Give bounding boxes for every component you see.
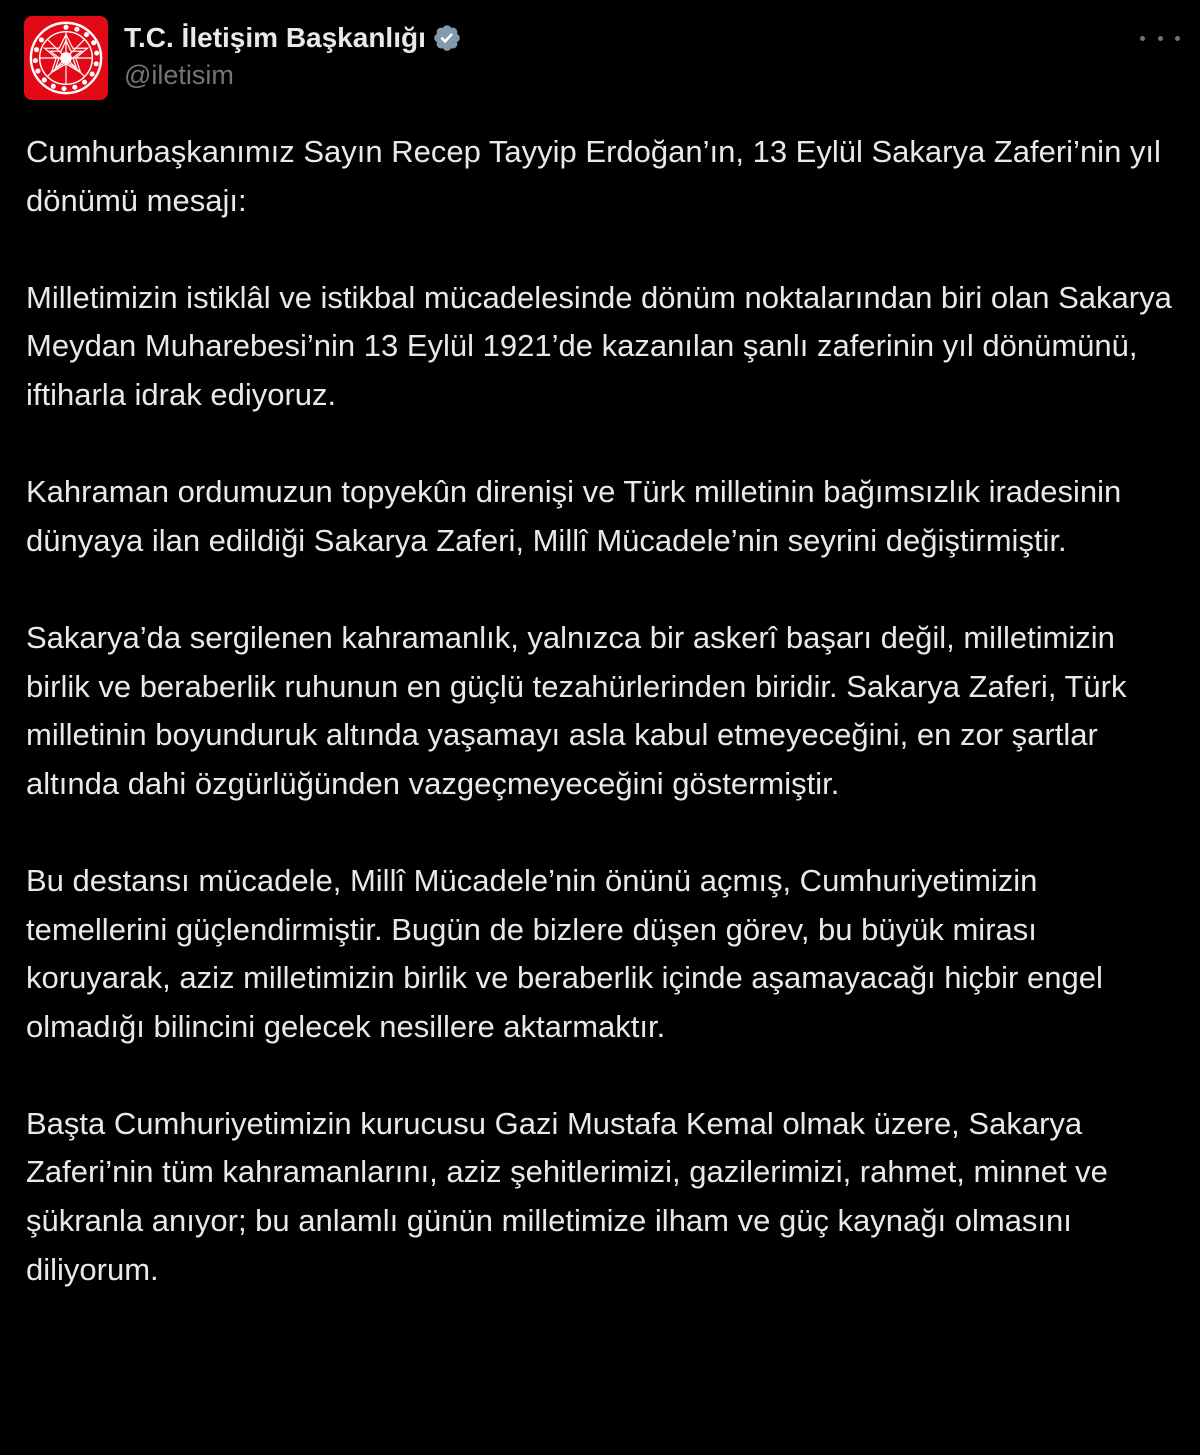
presidential-seal-icon — [27, 19, 105, 97]
display-name-row — [124, 18, 462, 58]
tweet-header — [24, 16, 1184, 102]
dot — [1175, 36, 1180, 41]
tweet-paragraph: Başta Cumhuriyetimizin kurucusu Gazi Mustafa Kemal olmak üzere, Sakarya Zaferi’nin tüm kahramanlarını, aziz şehitlerimizi, gazilerimizi, rahmet, minnet ve şükranla anıyor; bu anlamlı günün milletimize ilham ve güç kaynağı olmasını diliyorum. — [26, 1105, 1108, 1287]
tweet-text — [26, 128, 1186, 1294]
verified-badge-icon[interactable] — [432, 23, 462, 53]
tweet-paragraph: Kahraman ordumuzun topyekûn direnişi ve Türk milletinin bağımsızlık iradesinin dünyaya ilan edildiği Sakarya Zaferi, Millî Mücadele’nin seyrini değiştirmiştir. — [26, 474, 1122, 558]
account-names — [124, 18, 462, 91]
display-name[interactable]: T.C. İletişim Başkanlığı — [124, 22, 426, 53]
dot — [1140, 36, 1145, 41]
more-dots-icon[interactable] — [1140, 26, 1180, 50]
avatar[interactable] — [24, 16, 108, 100]
tweet-paragraph: Milletimizin istiklâl ve istikbal mücadelesinde dönüm noktalarından biri olan Sakarya Meydan Muharebesi’nin 13 Eylül 1921’de kazanılan şanlı zaferinin yıl dönümünü, iftiharla idrak ediyoruz. — [26, 279, 1172, 412]
dot — [1158, 36, 1163, 41]
account-handle[interactable]: @iletisim — [124, 60, 234, 90]
tweet-paragraph: Cumhurbaşkanımız Sayın Recep Tayyip Erdoğan’ın, 13 Eylül Sakarya Zaferi’nin yıl dönümü mesajı: — [26, 134, 1161, 218]
tweet-paragraph: Sakarya’da sergilenen kahramanlık, yalnızca bir askerî başarı değil, milletimizin birlik ve beraberlik ruhunun en güçlü tezahürlerinden biridir. Sakarya Zaferi, Türk milletinin boyunduruk altında yaşamayı asla kabul etmeyeceğini, en zor şartlar altında dahi özgürlüğünden vazgeçmeyeceğini göstermiştir. — [26, 619, 1127, 801]
tweet-paragraph: Bu destansı mücadele, Millî Mücadele’nin önünü açmış, Cumhuriyetimizin temellerini güçlendirmiştir. Bugün de bizlere düşen görev, bu büyük mirası koruyarak, aziz milletimizin birlik ve beraberlik içinde aşamayacağı hiçbir engel olmadığı bilincini gelecek nesillere aktarmaktır. — [26, 862, 1103, 1044]
